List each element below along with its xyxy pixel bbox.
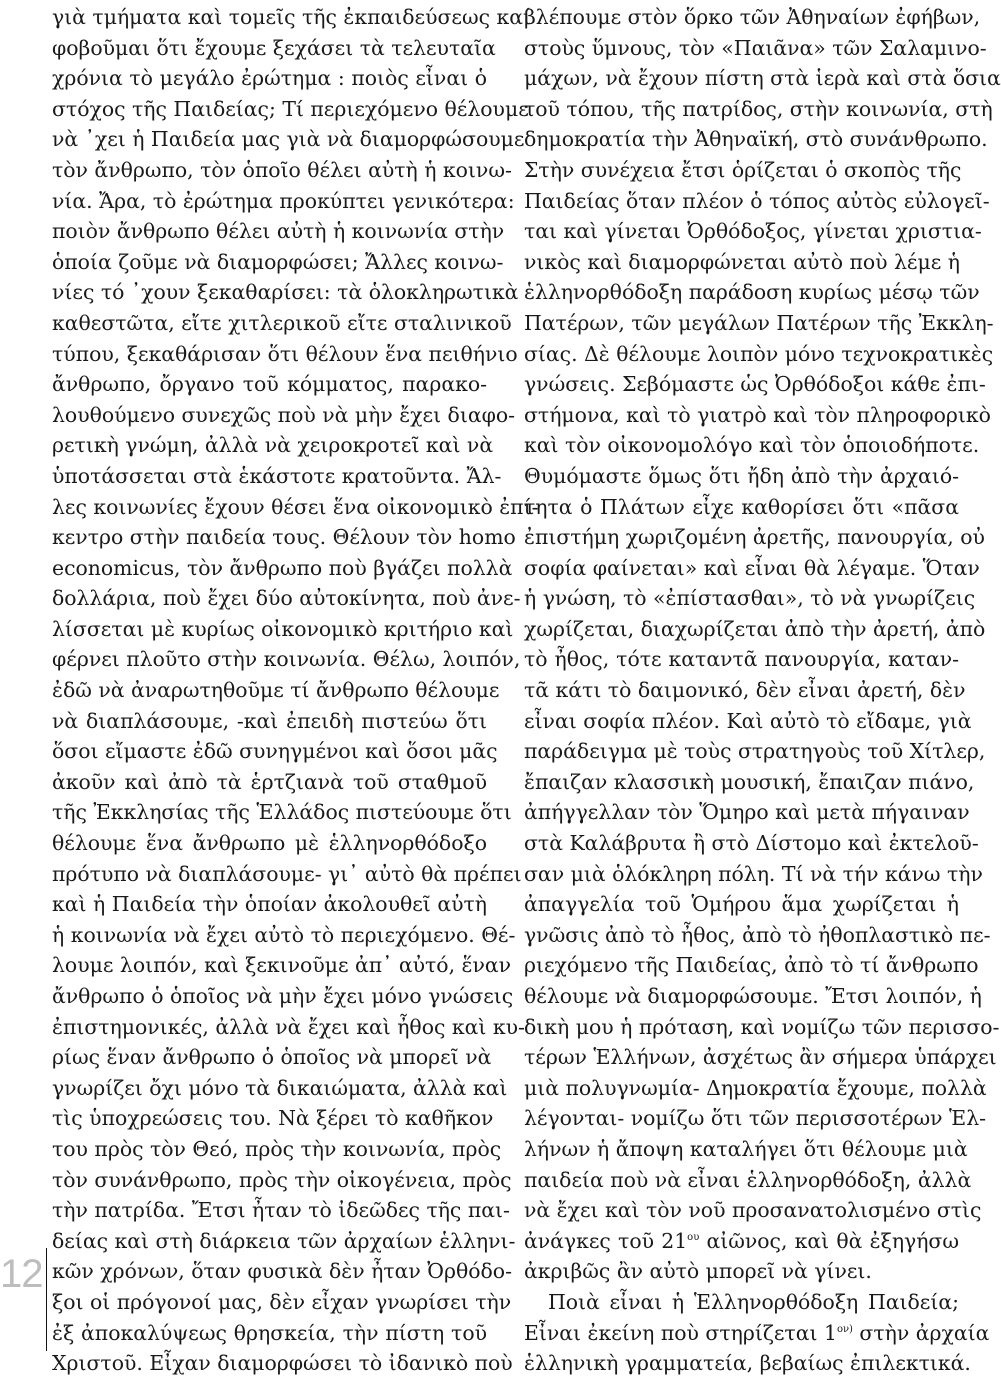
ordinal-superscript: ον): [836, 1323, 853, 1335]
text-line: ἀπήγγελλαν τὸν Ὅμηρο καὶ μετὰ πήγαιναν: [524, 800, 970, 825]
text-line: καὶ τὸν οἰκονομολόγο καὶ τὸν ὁποιοδήποτε.: [524, 433, 980, 458]
text-line: παιδεία ποὺ νὰ εἶναι ἑλληνορθόδοξη, ἀλλὰ: [524, 1167, 972, 1192]
text-segment: Εἶναι ἐκείνη ποὺ στηρίζεται 1: [524, 1320, 837, 1345]
text-line: ἀκοῦν καὶ ἀπὸ τὰ ἑρτζιανὰ τοῦ σταθμοῦ: [52, 769, 487, 794]
text-line: ἑλληνορθόδοξη παράδοση κυρίως μέσῳ τῶν: [524, 280, 980, 305]
text-line: ται καὶ γίνεται Ὀρθόδοξος, γίνεται χριστια-: [524, 219, 982, 244]
text-line: Στὴν συνέχεια ἔτσι ὁρίζεται ὁ σκοπὸς τῆς: [524, 157, 962, 182]
text-line: φοβοῦμαι ὅτι ἔχουμε ξεχάσει τὰ τελευταῖα: [52, 35, 496, 60]
text-line: μιὰ πολυγνωμία- Δημοκρατία ἔχουμε, πολλὰ: [524, 1075, 987, 1100]
text-line: ποιὸν ἄνθρωπο θέλει αὐτὴ ἡ κοινωνία στὴν: [52, 219, 505, 244]
text-line: ρετικὴ γνώμη, ἀλλὰ νὰ χειροκροτεῖ καὶ νὰ: [52, 433, 494, 458]
text-line: ἔπαιζαν κλασσικὴ μουσική, ἔπαιζαν πιάνο,: [524, 769, 975, 794]
text-line: λίσσεται μὲ κυρίως οἰκονομικὸ κριτήριο καὶ: [52, 616, 514, 641]
text-segment: ἀνάγκες τοῦ 21: [524, 1228, 688, 1253]
text-line: λέγονται- νομίζω ὅτι τῶν περισσοτέρων Ἑλ-: [524, 1106, 987, 1131]
text-line: θέλουμε νὰ διαμορφώσουμε. Ἔτσι λοιπόν, ἡ: [524, 984, 982, 1008]
text-segment: στὴν ἀρχαία: [852, 1320, 990, 1345]
text-line: γνῶσις ἀπὸ τὸ ἦθος, ἀπὸ τὸ ἠθοπλαστικὸ πε-: [524, 922, 991, 947]
text-line: τὴν πατρίδα. Ἔτσι ἦταν τὸ ἰδεῶδες τῆς παι-: [52, 1198, 510, 1223]
text-line: δολλάρια, ποὺ ἔχει δύο αὐτοκίνητα, ποὺ ἀνε-: [52, 586, 521, 611]
text-line: ριεχόμενο τῆς Παιδείας, ἀπὸ τὸ τί ἄνθρωπο: [524, 953, 979, 978]
text-line: ὁποία ζοῦμε νὰ διαμορφώσει; Ἄλλες κοινω-: [52, 249, 504, 274]
text-line: [524, 1318, 990, 1349]
text-line: τῆς Ἐκκλησίας τῆς Ἑλλάδος πιστεύουμε ὅτι: [52, 800, 512, 825]
text-line: νὰ ἔχει καὶ τὸν νοῦ προσανατολισμένο στὶς: [524, 1198, 982, 1223]
text-line: τὸν συνάνθρωπο, πρὸς τὴν οἰκογένεια, πρὸς: [52, 1167, 512, 1192]
page-number: 12: [0, 1252, 43, 1296]
text-line: λουθούμενο συνεχῶς ποὺ νὰ μὴν ἔχει διαφο-: [52, 402, 516, 427]
text-line: ἡ κοινωνία νὰ ἔχει αὐτὸ τὸ περιεχόμενο. Θέ-: [52, 922, 516, 947]
text-line: ἄνθρωπο ὁ ὁποῖος νὰ μὴν ἔχει μόνο γνώσεις: [52, 984, 514, 1008]
text-line: economicus, τὸν ἄνθρωπο ποὺ βγάζει πολλὰ: [52, 555, 513, 580]
text-line: βλέπουμε στὸν ὅρκο τῶν Ἀθηναίων ἐφήβων,: [524, 5, 981, 29]
text-line: λήνων ἡ ἄποψη καταλήγει ὅτι θέλουμε μιὰ: [524, 1136, 968, 1161]
text-line: κῶν χρόνων, ὅταν φυσικὰ δὲν ἦταν Ὀρθόδο-: [52, 1259, 512, 1284]
text-line: ἀπαγγελία τοῦ Ὁμήρου ἅμα χωρίζεται ἡ: [524, 892, 959, 917]
text-line: νὰ διαπλάσουμε, -καὶ ἐπειδὴ πιστεύω ὅτι: [52, 708, 487, 733]
text-segment: αἰῶνος, καὶ θὰ ἐξηγήσω: [699, 1228, 959, 1253]
text-line: τοῦ τόπου, τῆς πατρίδος, στὴν κοινωνία, στὴ: [524, 96, 993, 121]
text-line: σαν μιὰ ὁλόκληρη πόλη. Τί νὰ τήν κάνω τὴν: [524, 861, 983, 886]
text-line: ἄνθρωπο, ὄργανο τοῦ κόμματος, παρακο-: [52, 372, 487, 397]
text-line: τύπου, ξεκαθάρισαν ὅτι θέλουν ἕνα πειθήνιο: [52, 341, 518, 366]
text-line: δείας καὶ στὴ διάρκεια τῶν ἀρχαίων ἑλληνι-: [52, 1228, 516, 1253]
text-line: νία. Ἄρα, τὸ ἐρώτημα προκύπτει γενικότερα:: [52, 188, 515, 213]
text-line: εἶναι σοφία πλέον. Καὶ αὐτὸ τὸ εἴδαμε, γιὰ: [524, 708, 972, 733]
text-line: του πρὸς τὸν Θεό, πρὸς τὴν κοινωνία, πρὸς: [52, 1136, 502, 1161]
text-line: λες κοινωνίες ἔχουν θέσει ἕνα οἰκονομικὸ ἐπί-: [52, 494, 539, 519]
text-line: τὸν ἄνθρωπο, τὸν ὁποῖο θέλει αὐτὴ ἡ κοινω-: [52, 157, 512, 182]
text-line: δημοκρατία τὴν Ἀθηναϊκή, στὸ συνάνθρωπο.: [524, 127, 988, 152]
text-line: ὑποτάσσεται στὰ ἑκάστοτε κρατοῦντα. Ἄλ-: [52, 463, 502, 488]
page-number-rule: [46, 1248, 47, 1351]
text-line: γνωρίζει ὄχι μόνο τὰ δικαιώματα, ἀλλὰ καὶ: [52, 1075, 508, 1100]
text-line: ξοι οἱ πρόγονοί μας, δὲν εἶχαν γνωρίσει τὴν: [52, 1289, 512, 1314]
text-line: ὅσοι εἴμαστε ἐδῶ συνηγμένοι καὶ ὅσοι μᾶς: [52, 739, 498, 764]
right-column: [524, 2, 1001, 1379]
text-line: τὸ ἦθος, τότε καταντᾶ πανουργία, καταν-: [524, 647, 959, 672]
text-line: μάχων, νὰ ἔχουν πίστη στὰ ἱερὰ καὶ στὰ ὅσια: [524, 66, 1001, 91]
text-line: καθεστῶτα, εἴτε χιτλερικοῦ εἴτε σταλινικοῦ: [52, 310, 512, 335]
text-line: νίες τό ᾿χουν ξεκαθαρίσει: τὰ ὁλοκληρωτικὰ: [52, 280, 519, 305]
text-line: παράδειγμα μὲ τοὺς στρατηγοὺς τοῦ Χίτλερ,: [524, 739, 986, 764]
text-line: στόχος τῆς Παιδείας; Τί περιεχόμενο θέλουμε: [52, 96, 529, 121]
text-line: χωρίζεται, διαχωρίζεται ἀπὸ τὴν ἀρετή, ἀπὸ: [524, 616, 986, 641]
text-line: κεντρο στὴν παιδεία τους. Θέλουν τὸν homo: [52, 525, 516, 550]
text-line: ρίως ἕναν ἄνθρωπο ὁ ὁποῖος νὰ μπορεῖ νὰ: [52, 1045, 492, 1070]
text-line: νὰ ᾿χει ἡ Παιδεία μας γιὰ νὰ διαμορφώσουμε: [52, 127, 525, 152]
left-column: [52, 2, 539, 1379]
text-line: τὶς ὑποχρεώσεις του. Νὰ ξέρει τὸ καθῆκον: [52, 1106, 494, 1131]
text-line: σίας. Δὲ θέλουμε λοιπὸν μόνο τεχνοκρατικὲς: [524, 341, 994, 366]
text-line: δικὴ μου ἡ πρόταση, καὶ νομίζω τῶν περισσο-: [524, 1014, 1000, 1039]
text-line: [524, 1226, 959, 1257]
text-line: λουμε λοιπόν, καὶ ξεκινοῦμε ἀπ᾿ αὐτό, ἕναν: [52, 953, 512, 978]
text-line: ἐπιστήμη χωριζομένη ἀρετῆς, πανουργία, οὐ: [524, 525, 985, 550]
text-line: Θυμόμαστε ὅμως ὅτι ἤδη ἀπὸ τὴν ἀρχαιό-: [524, 463, 959, 488]
text-line: γιὰ τμήματα καὶ τομεῖς τῆς ἐκπαιδεύσεως καί: [52, 5, 532, 29]
text-line: τᾶ κάτι τὸ δαιμονικό, δὲν εἶναι ἀρετή, δὲν: [524, 678, 966, 703]
text-line: φέρνει πλοῦτο στὴν κοινωνία. Θέλω, λοιπόν,: [52, 647, 521, 672]
text-line: σοφία φαίνεται» καὶ εἶναι θὰ λέγαμε. Ὅταν: [524, 555, 980, 580]
text-line: Χριστοῦ. Εἶχαν διαμορφώσει τὸ ἰδανικὸ ποὺ: [52, 1351, 513, 1376]
text-line: ἐξ ἀποκαλύψεως θρησκεία, τὴν πίστη τοῦ: [52, 1320, 487, 1345]
text-line: ἑλληνικὴ γραμματεία, βεβαίως ἐπιλεκτικά.: [524, 1351, 971, 1376]
text-line: στήμονα, καὶ τὸ γιατρὸ καὶ τὸν πληροφορικὸ: [524, 402, 991, 427]
text-line: χρόνια τὸ μεγάλο ἐρώτημα : ποιὸς εἶναι ὁ: [52, 66, 487, 91]
text-line: ἐδῶ νὰ ἀναρωτηθοῦμε τί ἄνθρωπο θέλουμε: [52, 678, 500, 703]
text-line: ἀκριβῶς ἂν αὐτὸ μπορεῖ νὰ γίνει.: [524, 1259, 872, 1284]
text-line: στὰ Καλάβρυτα ἢ στὸ Δίστομο καὶ ἐκτελοῦ-: [524, 831, 979, 856]
text-line: ἐπιστημονικές, ἀλλὰ νὰ ἔχει καὶ ἦθος καὶ κυ-: [52, 1014, 525, 1039]
text-line: θέλουμε ἕνα ἄνθρωπο μὲ ἑλληνορθόδοξο: [52, 831, 487, 856]
text-line: Πατέρων, τῶν μεγάλων Πατέρων τῆς Ἐκκλη-: [524, 310, 994, 335]
ordinal-superscript: ου: [687, 1231, 700, 1243]
text-line: γνώσεις. Σεβόμαστε ὡς Ὀρθόδοξοι κάθε ἐπι-: [524, 372, 986, 397]
text-line: καὶ ἡ Παιδεία τὴν ὁποίαν ἀκολουθεῖ αὐτὴ: [52, 892, 487, 917]
text-line: πρότυπο νὰ διαπλάσουμε- γι᾿ αὐτὸ θὰ πρέπει: [52, 861, 522, 886]
text-line: νικὸς καὶ διαμορφώνεται αὐτὸ ποὺ λέμε ἡ: [524, 249, 961, 274]
text-line: ἡ γνώση, τὸ «ἐπίστασθαι», τὸ νὰ γνωρίζεις: [524, 586, 976, 611]
text-line: Παιδείας ὅταν πλέον ὁ τόπος αὐτὸς εὐλογεῖ-: [524, 188, 990, 213]
text-line: τέρων Ἑλλήνων, ἀσχέτως ἂν σήμερα ὑπάρχει: [524, 1045, 997, 1070]
text-line: Ποιὰ εἶναι ἡ Ἑλληνορθόδοξη Παιδεία;: [548, 1289, 959, 1314]
text-line: τητα ὁ Πλάτων εἶχε καθορίσει ὅτι «πᾶσα: [524, 494, 959, 519]
text-line: στοὺς ὕμνους, τὸν «Παιᾶνα» τῶν Σαλαμινο-: [524, 35, 987, 60]
